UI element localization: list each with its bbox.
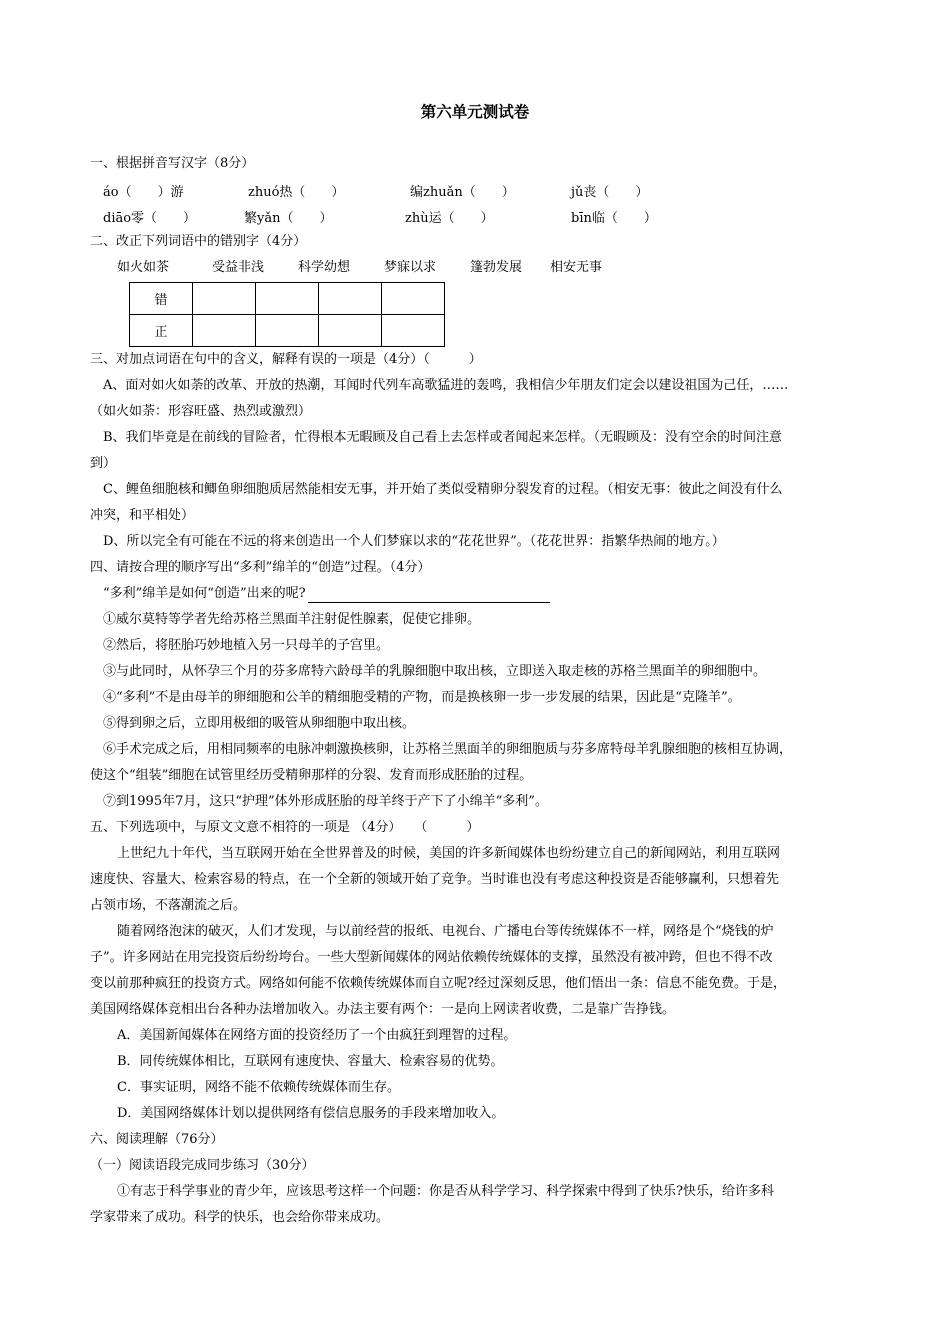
answer-cell[interactable] bbox=[382, 315, 445, 347]
q3-option-b-note: 到） bbox=[90, 456, 117, 471]
q5-option-b: B．同传统媒体相比，互联网有速度快、容量大、检索容易的优势。 bbox=[117, 1054, 504, 1069]
q3-option-d: D、所以完全有可能在不远的将来创造出一个人们梦寐以求的“花花世界”。（花花世界：指繁华热闹的地方。） bbox=[103, 534, 725, 549]
q4-question-text: “多利”绵羊是如何“创造”出来的呢? bbox=[103, 586, 306, 601]
table-row bbox=[130, 283, 445, 315]
q1-item: zhù运（ ） bbox=[405, 211, 494, 226]
q4-step-cont: 使这个“组装”细胞在试管里经历受精卵那样的分裂、发育而形成胚胎的过程。 bbox=[90, 768, 533, 783]
answer-cell[interactable] bbox=[319, 315, 382, 347]
q6-passage-line: ①有志于科学事业的青少年，应该思考这样一个问题：你是否从科学学习、科学探索中得到了快乐?快乐，给许多科 bbox=[117, 1184, 774, 1199]
q1-item: zhuó热（ ） bbox=[248, 185, 345, 200]
q4-step: ③与此同时，从怀孕三个月的芬多席特六龄母羊的乳腺细胞中取出核，立即送入取走核的苏格兰黑面羊的卵细胞中。 bbox=[103, 664, 767, 679]
correction-table bbox=[129, 282, 445, 347]
q1-item: diāo零（ ） bbox=[103, 211, 197, 226]
q5-heading: 五、下列选项中，与原文文意不相符的一项是 （4分） （ ） bbox=[90, 820, 480, 835]
q1-item: bīn临（ ） bbox=[571, 211, 657, 226]
q6-heading: 六、阅读理解（76分） bbox=[90, 1132, 224, 1147]
q6-passage-line: 学家带来了成功。科学的快乐，也会给你带来成功。 bbox=[90, 1210, 390, 1225]
q2-word: 梦寐以求 bbox=[384, 260, 437, 275]
page-title: 第六单元测试卷 bbox=[420, 102, 530, 121]
q4-heading: 四、请按合理的顺序写出“多利”绵羊的“创造”过程。（4分） bbox=[90, 560, 431, 575]
q4-step: ①威尔莫特等学者先给苏格兰黑面羊注射促性腺素，促使它排卵。 bbox=[103, 612, 481, 627]
q3-option-b: B、我们毕竟是在前线的冒险者，忙得根本无暇顾及自己看上去怎样或者闻起来怎样。（无暇顾及：没有空余的时间注意 bbox=[103, 430, 783, 445]
q5-passage-line: 变以前那种疯狂的投资方式。网络如何能不依赖传统媒体而自立呢?经过深刻反思，他们悟出一条：信息不能免费。于是， bbox=[90, 976, 786, 991]
q5-passage-line: 随着网络泡沫的破灭，人们才发现，与以前经营的报纸、电视台、广播电台等传统媒体不一样，网络是个“烧钱的炉 bbox=[117, 924, 774, 939]
q4-step: ④“多利”不是由母羊的卵细胞和公羊的精细胞受精的产物，而是换核卵一步一步发展的结果，因此是“克隆羊”。 bbox=[103, 690, 741, 705]
q4-step: ②然后，将胚胎巧妙地植入另一只母羊的子宫里。 bbox=[103, 638, 390, 653]
q5-passage-line: 上世纪九十年代，当互联网开始在全世界普及的时候，美国的许多新闻媒体也纷纷建立自己的新闻网站，利用互联网 bbox=[117, 846, 781, 861]
q5-passage-line: 子”。许多网站在用完投资后纷纷垮台。一些大型新闻媒体的网站依赖传统媒体的支撑，虽然没有被冲跨，但也不得不改 bbox=[90, 950, 773, 965]
answer-cell[interactable] bbox=[256, 315, 319, 347]
q4-question bbox=[103, 585, 550, 603]
q5-passage-line: 美国网络媒体竞相出台各种办法增加收入。办法主要有两个：一是向上网读者收费，二是靠广告挣钱。 bbox=[90, 1002, 676, 1017]
q1-item: 繁yǎn（ ） bbox=[244, 211, 333, 226]
q2-word: 科学幼想 bbox=[298, 260, 351, 275]
q4-step: ⑦到1995年7月，这只“护理”体外形成胚胎的母羊终于产下了小绵羊“多利”。 bbox=[103, 794, 548, 809]
q5-option-c: C．事实证明，网络不能不依赖传统媒体而生存。 bbox=[117, 1080, 400, 1095]
answer-cell[interactable] bbox=[256, 283, 319, 315]
q5-passage-line: 占领市场，不落潮流之后。 bbox=[90, 898, 247, 913]
q3-option-c-note: 冲突，和平相处） bbox=[90, 508, 195, 523]
q1-heading: 一、根据拼音写汉字（8分） bbox=[90, 156, 255, 171]
answer-cell[interactable] bbox=[193, 315, 256, 347]
row-label-wrong: 错 bbox=[130, 283, 193, 315]
answer-cell[interactable] bbox=[382, 283, 445, 315]
q4-step: ⑥手术完成之后，用相同频率的电脉冲刺激换核卵，让苏格兰黑面羊的卵细胞质与芬多席特母羊乳腺细胞的核相互协调， bbox=[103, 742, 793, 757]
q3-option-a: A、面对如火如荼的改革、开放的热潮，耳闻时代列车高歌猛进的轰鸣，我相信少年朋友们定会以建设祖国为己任，…… bbox=[103, 378, 789, 393]
q1-item: áo（ ）游 bbox=[103, 185, 184, 200]
q1-item: 编zhuǎn（ ） bbox=[410, 185, 515, 200]
q2-heading: 二、改正下列词语中的错别字（4分） bbox=[90, 234, 307, 249]
answer-cell[interactable] bbox=[319, 283, 382, 315]
q3-option-c: C、鲤鱼细胞核和鲫鱼卵细胞质居然能相安无事，并开始了类似受精卵分裂发育的过程。（相安无事：彼此之间没有什么 bbox=[103, 482, 783, 497]
q6-subheading: （一）阅读语段完成同步练习（30分） bbox=[90, 1158, 315, 1173]
q2-word: 如火如茶 bbox=[117, 260, 170, 275]
q5-passage-line: 速度快、容量大、检索容易的特点，在一个全新的领域开始了竞争。当时谁也没有考虑这种投资是否能够赢利，只想着先 bbox=[90, 872, 780, 887]
q1-item: jǔ丧（ ） bbox=[571, 185, 649, 200]
row-label-correct: 正 bbox=[130, 315, 193, 347]
q3-option-a-note: （如火如荼：形容旺盛、热烈或激烈） bbox=[90, 404, 312, 419]
answer-blank[interactable] bbox=[308, 586, 550, 603]
q2-word: 受益非浅 bbox=[212, 260, 265, 275]
q5-option-a: A．美国新闻媒体在网络方面的投资经历了一个由疯狂到理智的过程。 bbox=[117, 1028, 517, 1043]
q2-word: 篷勃发展 bbox=[470, 260, 523, 275]
q5-option-d: D．美国网络媒体计划以提供网络有偿信息服务的手段来增加收入。 bbox=[117, 1106, 505, 1121]
q3-heading: 三、对加点词语在句中的含义，解释有误的一项是（4分）（ ） bbox=[90, 352, 482, 367]
answer-cell[interactable] bbox=[193, 283, 256, 315]
q4-step: ⑤得到卵之后，立即用极细的吸管从卵细胞中取出核。 bbox=[103, 716, 416, 731]
table-row bbox=[130, 315, 445, 347]
q2-word: 相安无事 bbox=[550, 260, 603, 275]
